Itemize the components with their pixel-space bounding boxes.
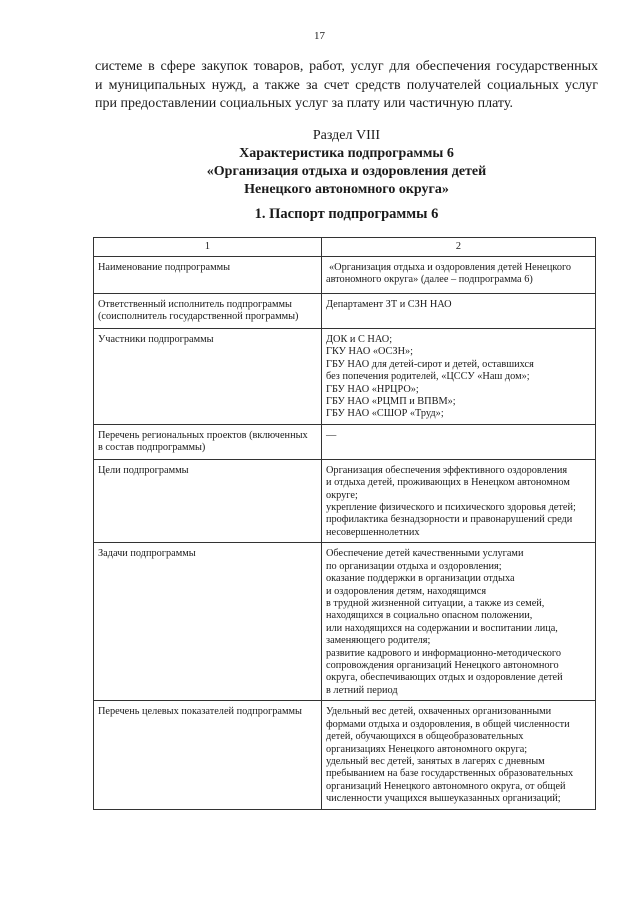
table-row bbox=[94, 329, 596, 425]
table-row bbox=[94, 294, 596, 329]
row-label: Задачи подпрограммы bbox=[94, 543, 322, 701]
intro-line: и муниципальных нужд, а также за счет средств получателей социальных услуг bbox=[95, 77, 598, 93]
intro-line: при предоставлении социальных услуг за плату или частичную плату. bbox=[95, 96, 513, 111]
section-title-line: Ненецкого автономного округа» bbox=[244, 182, 449, 197]
row-label: Ответственный исполнитель подпрограммы (соисполнитель государственной программы) bbox=[94, 294, 322, 329]
row-label: Перечень региональных проектов (включенных в состав подпрограммы) bbox=[94, 424, 322, 459]
section-title-line: Характеристика подпрограммы 6 bbox=[239, 146, 454, 161]
row-value: ДОК и С НАО; ГКУ НАО «ОСЗН»; ГБУ НАО для детей-сирот и детей, оставшихся без попечения родителей, «ЦССУ «Наш дом»; ГБУ НАО «НРЦРО»; ГБУ НАО «РЦМП и ВПВМ»; ГБУ НАО «СШОР «Труд»; bbox=[322, 329, 596, 425]
row-label: Участники подпрограммы bbox=[94, 329, 322, 425]
section-label: Раздел VIII bbox=[312, 128, 381, 143]
intro-line: системе в сфере закупок товаров, работ, услуг для обеспечения государственных bbox=[95, 59, 598, 74]
page-number: 17 bbox=[314, 30, 325, 42]
row-label: Перечень целевых показателей подпрограммы bbox=[94, 701, 322, 809]
passport-table bbox=[93, 237, 596, 810]
section-title-line: «Организация отдыха и оздоровления детей bbox=[206, 164, 487, 179]
row-value: Организация обеспечения эффективного оздоровления и отдыха детей, проживающих в Ненецком автономном округе; укрепление физического и психического здоровья детей; профилактика безнадзорности и правонарушений среди несовершеннолетних bbox=[322, 459, 596, 542]
table-row bbox=[94, 257, 596, 294]
row-label: Наименование подпрограммы bbox=[94, 257, 322, 294]
row-value: «Организация отдыха и оздоровления детей Ненецкого автономного округа» (далее – подпрограмма 6) bbox=[322, 257, 596, 294]
row-label: Цели подпрограммы bbox=[94, 459, 322, 542]
row-value: — bbox=[322, 424, 596, 459]
row-value: Удельный вес детей, охваченных организованными формами отдыха и оздоровления, в общей численности детей, обучающихся в общеобразовательных организациях Ненецкого автономного округа; удельный вес детей, занятых в лагерях с дневным пребыванием на базе государственных образовательных организаций Ненецкого автономного округа, от общей численности учащихся вышеуказанных организаций; bbox=[322, 701, 596, 809]
intro-paragraph bbox=[95, 58, 598, 114]
table-row bbox=[94, 424, 596, 459]
table-row bbox=[94, 543, 596, 701]
passport-heading: 1. Паспорт подпрограммы 6 bbox=[254, 206, 439, 222]
table-row bbox=[94, 701, 596, 809]
row-value: Департамент ЗТ и СЗН НАО bbox=[322, 294, 596, 329]
section-heading bbox=[95, 127, 598, 199]
column-header: 1 bbox=[94, 238, 322, 257]
table-header-row bbox=[94, 238, 596, 257]
table-row bbox=[94, 459, 596, 542]
column-header: 2 bbox=[322, 238, 596, 257]
row-value: Обеспечение детей качественными услугами по организации отдыха и оздоровления; оказание поддержки в организации отдыха и оздоровления детям, находящимся в трудной жизненной ситуации, а также из семей, находящихся в социально опасном положении, или находящихся на содержании и воспитании лица, заменяющего родителя; развитие кадрового и информационно-методического сопровождения организаций Ненецкого автономного округа, обеспечивающих отдых и оздоровление детей в летний период bbox=[322, 543, 596, 701]
